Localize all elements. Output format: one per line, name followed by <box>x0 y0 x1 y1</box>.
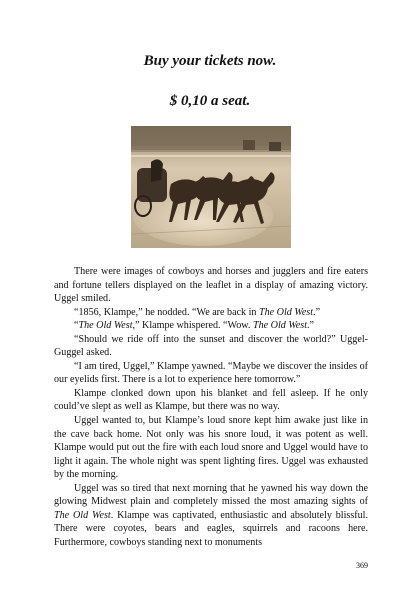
italic-title: The Old West <box>252 320 308 332</box>
text-run: .” <box>313 306 321 318</box>
text-run: “ <box>74 320 79 332</box>
text-run: Uggel wanted to, but Klampe’s loud snore kept him awake just like in the cave back home. Not only was his snore loud, it was potent as well. Klampe would put out the fire with each loud snore and Uggel would have to light it again. The whole night was spent lighting fires. Uggel was exhausted by the morning. <box>54 415 368 481</box>
italic-title: The Old West <box>78 320 133 332</box>
chariot-race-photo <box>131 126 291 248</box>
heading-line-1: Buy your tickets now. <box>143 53 277 69</box>
text-run: ,” Klampe whispered. “Wow. <box>132 320 253 332</box>
text-run: “Should we ride off into the sunset and discover the world?” Uggel-Guggel asked. <box>54 333 368 359</box>
italic-title: The Old West <box>259 306 314 318</box>
text-run: Klampe clonked down upon his blanket and fell asleep. If he only could’ve slept as well as Klampe, but there was no way. <box>54 387 368 413</box>
paragraph <box>54 482 368 550</box>
body-text <box>54 265 368 549</box>
paragraph <box>54 265 368 306</box>
text-run: “I am tired, Uggel,” Klampe yawned. “Maybe we discover the insides of our eyelids first. There is a lot to experience here tomorrow.” <box>54 360 368 386</box>
text-run: . Klampe was captivated, enthusiastic and absolutely blissful. There were coyotes, bears and eagles, squirrels and racoons here. Furthermore, cowboys standing next to monuments <box>54 509 368 548</box>
text-run: There were images of cowboys and horses and jugglers and fire eaters and fortune tellers displayed on the leaflet in a display of amazing victory. Uggel smiled. <box>54 266 368 305</box>
italic-title: The Old West <box>54 509 111 521</box>
text-run: “1856, Klampe,” he nodded. “We are back in <box>74 306 260 318</box>
text-run: .” <box>307 320 315 332</box>
text-run: Uggel was so tired that next morning that he yawned his way down the glowing Midwest plain and completely missed the most amazing sights of <box>54 482 368 508</box>
page-number: 369 <box>356 561 368 570</box>
paragraph <box>54 414 368 482</box>
paragraph <box>54 387 368 414</box>
paragraph <box>54 360 368 387</box>
paragraph <box>54 306 368 320</box>
paragraph <box>54 333 368 360</box>
heading-line-2: $ 0,10 a seat. <box>169 93 251 109</box>
paragraph <box>54 319 368 333</box>
